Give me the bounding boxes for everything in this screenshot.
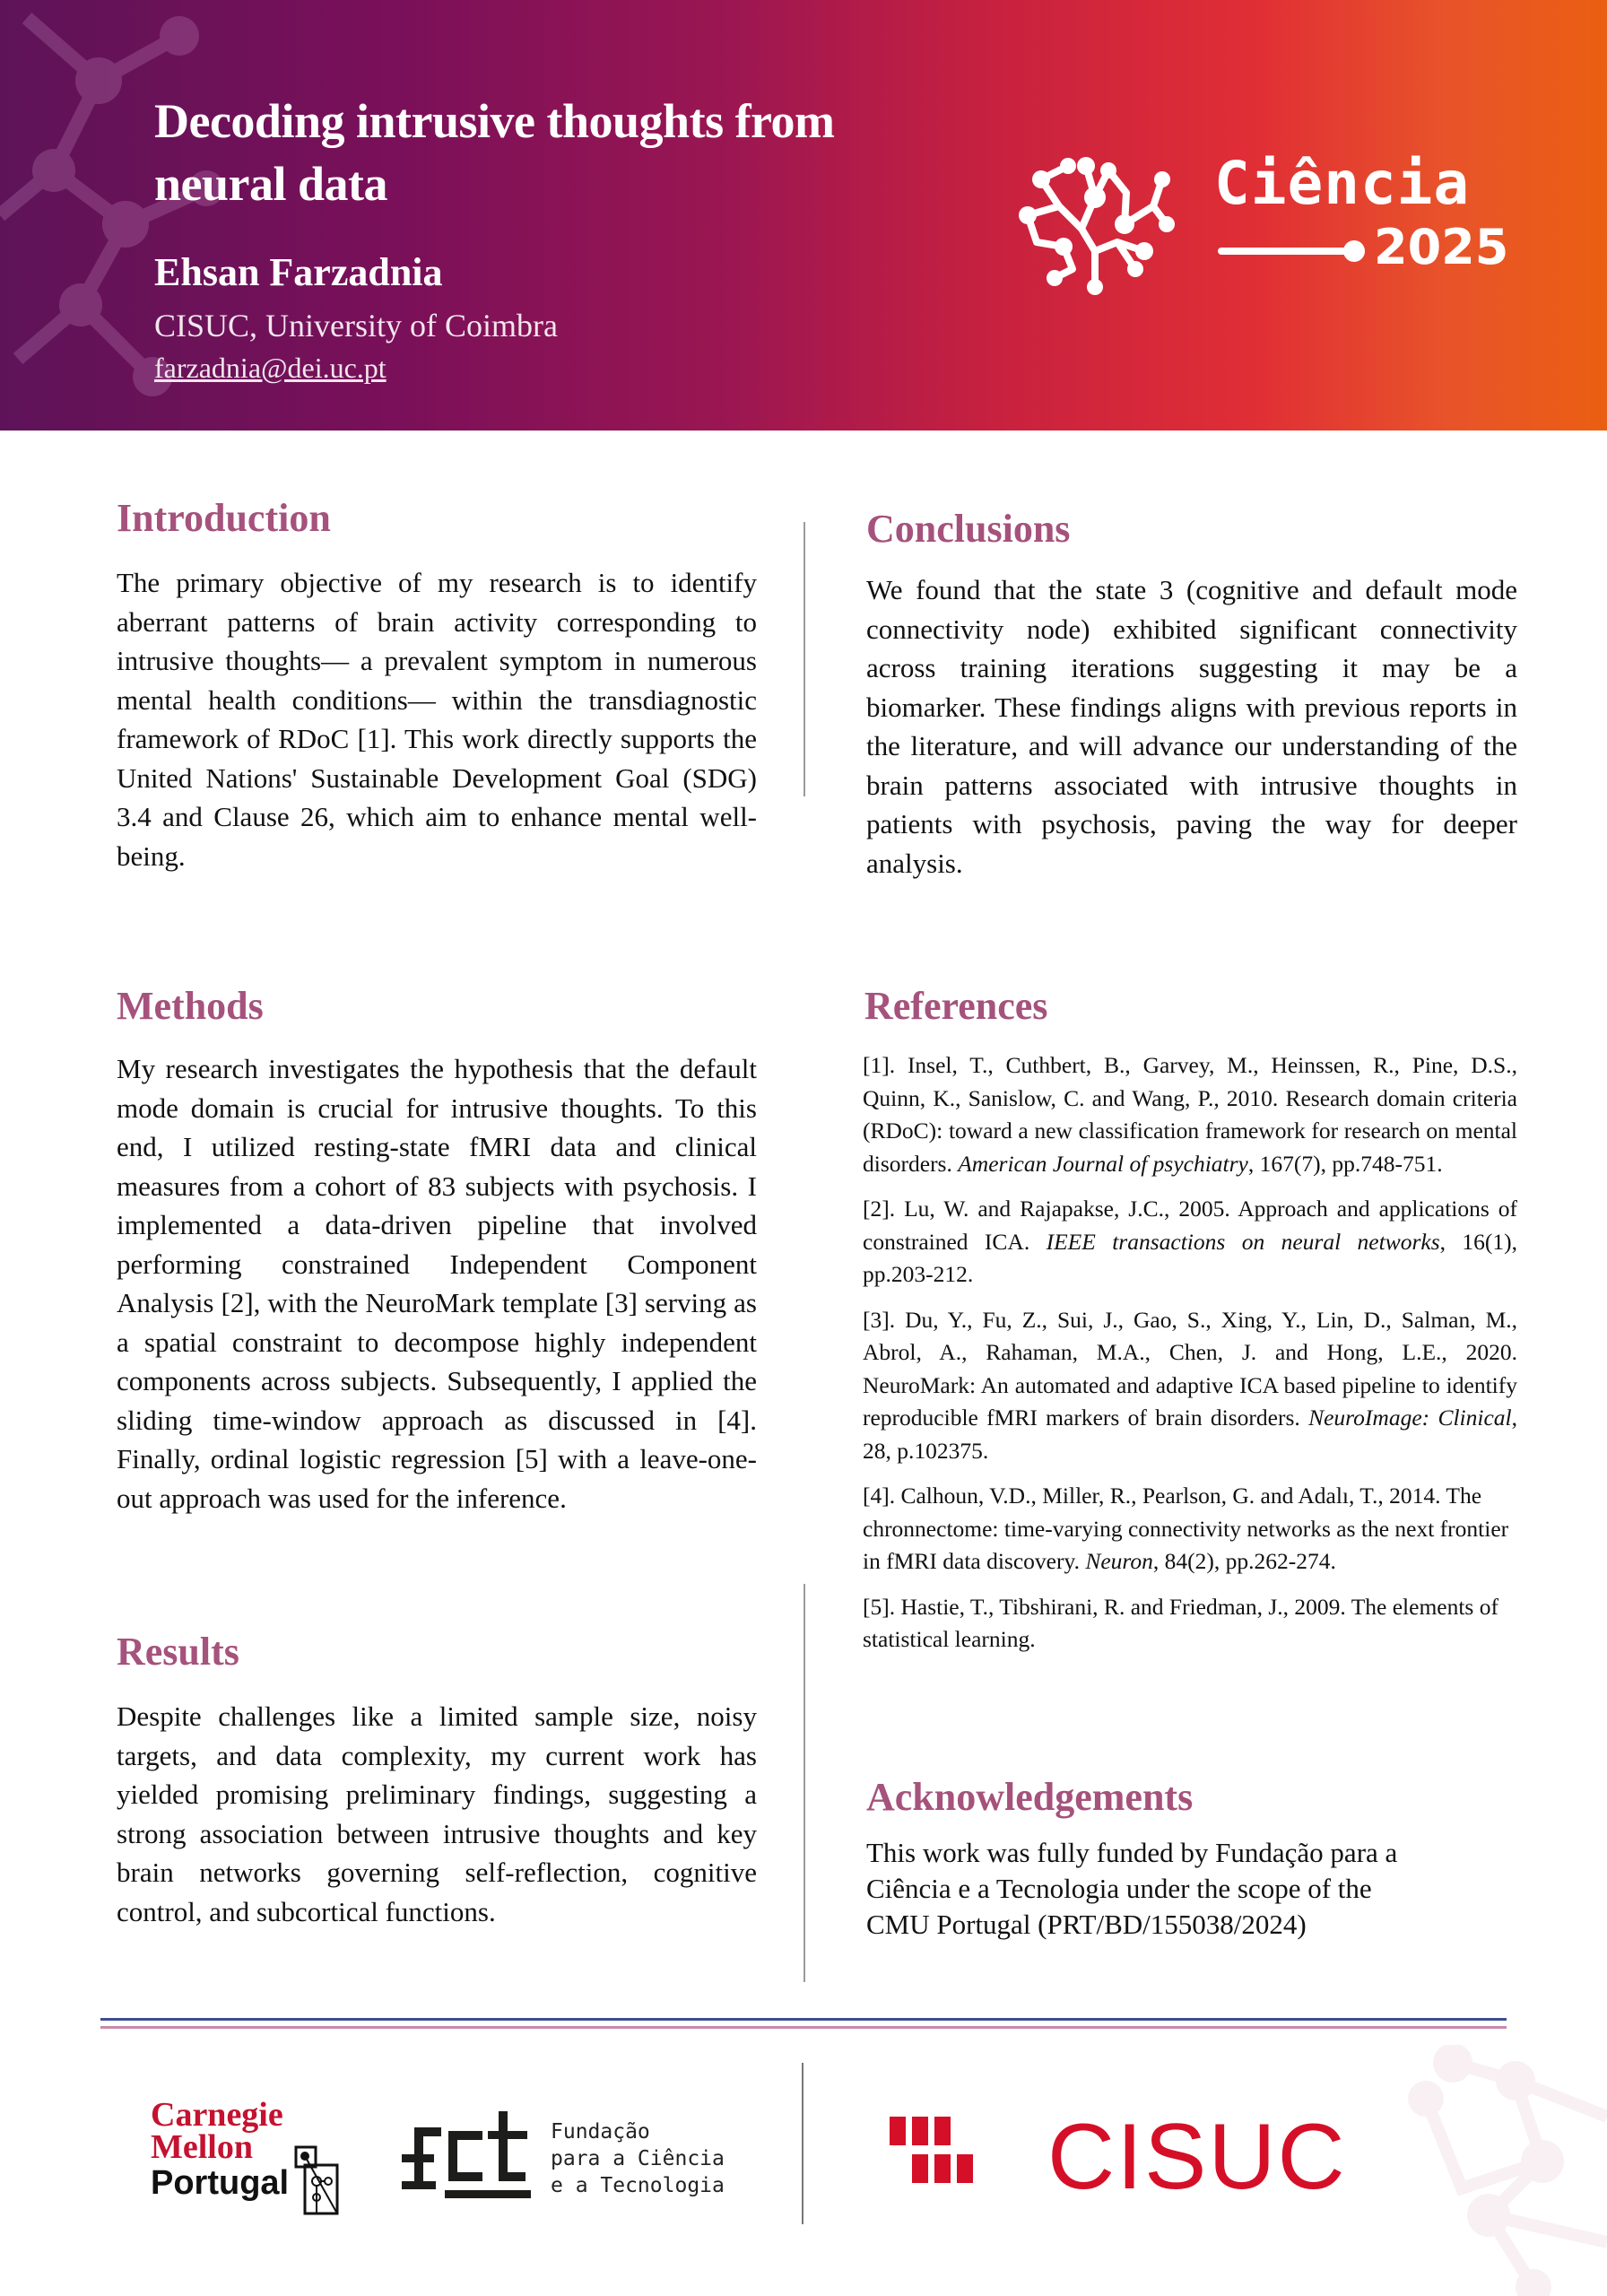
cisuc-square xyxy=(934,2117,951,2145)
cisuc-logo-word: CISUC xyxy=(1047,2105,1347,2209)
introduction-heading: Introduction xyxy=(117,496,331,540)
cisuc-square xyxy=(912,2154,928,2183)
logo-timeline-line xyxy=(1218,248,1352,255)
cisuc-square xyxy=(934,2154,951,2183)
references-list xyxy=(863,1049,1517,1669)
column-divider-bottom xyxy=(804,1584,805,1982)
reference-journal: Neuron xyxy=(1085,1548,1153,1574)
reference-journal: NeuroImage: Clinical xyxy=(1308,1405,1512,1431)
reference-item-5: [5]. Hastie, T., Tibshirani, R. and Friedman, J., 2009. The elements of statistical learning. xyxy=(863,1593,1498,1652)
brain-network-icon xyxy=(1010,144,1180,305)
footer-rule-blue xyxy=(100,2018,1507,2021)
acknowledgements-heading: Acknowledgements xyxy=(866,1775,1194,1819)
network-decoration-icon xyxy=(1399,2045,1607,2296)
reference-item-2: [2]. Lu, W. and Rajapakse, J.C., 2005. Approach and applications of constrained ICA. IEEE transactions on neural networks, 16(1), pp.203-212. xyxy=(863,1196,1517,1287)
poster-title xyxy=(154,90,961,215)
column-divider-top xyxy=(804,522,805,796)
title-line-1: Decoding intrusive thoughts from xyxy=(154,94,835,148)
logo-timeline-dot xyxy=(1343,240,1365,262)
cisuc-square xyxy=(957,2154,973,2183)
cisuc-square xyxy=(890,2117,906,2145)
ciencia-logo-word: Ciência xyxy=(1214,149,1471,218)
reference-item-4: [4]. Calhoun, V.D., Miller, R., Pearlson, G. and Adalı, T., 2014. The chronnectome: time-varying connectivity networks as the next frontier in fMRI data discovery. Neuron, 84(2), pp.262-274. xyxy=(863,1483,1509,1574)
conclusions-heading: Conclusions xyxy=(866,507,1071,551)
poster-header xyxy=(0,0,1607,430)
ciencia-2025-logo xyxy=(1010,144,1512,305)
fct-logo xyxy=(402,2108,760,2215)
footer-divider xyxy=(802,2063,804,2224)
reference-item-1: [1]. Insel, T., Cuthbert, B., Garvey, M., Heinssen, R., Pine, D.S., Quinn, K., Sanislow, C. and Wang, P., 2010. Research domain criteria (RDoC): toward a new classification framework for research on mental disorders. American Journal of psychiatry, 167(7), pp.748-751. xyxy=(863,1052,1517,1177)
results-body: Despite challenges like a limited sample size, noisy targets, and data complexity, my current work has yielded promising preliminary findings, suggesting a strong association between intrusive thoughts and key brain networks governing self-reflection, cognitive control, and subcortical functions. xyxy=(117,1700,757,1927)
reference-item-3: [3]. Du, Y., Fu, Z., Sui, J., Gao, S., Xing, Y., Lin, D., Salman, M., Abrol, A., Rahaman, M.A., Chen, J. and Hong, L.E., 2020. NeuroMark: An automated and adaptive ICA based pipeline to identify reproducible fMRI markers of brain disorders. NeuroImage: Clinical, 28, p.102375. xyxy=(863,1306,1517,1464)
methods-heading: Methods xyxy=(117,984,264,1028)
reference-journal: IEEE transactions on neural networks xyxy=(1046,1228,1440,1255)
title-line-2: neural data xyxy=(154,157,388,211)
cmu-network-icon xyxy=(294,2145,339,2215)
cmu-portugal-logo: Carnegie Mellon Portugal xyxy=(151,2099,348,2215)
conclusions-body: We found that the state 3 (cognitive and default mode connectivity node) exhibited significant connectivity across training iterations suggesting it may be a biomarker. These findings aligns with previous reports in the literature, and will advance our understanding of the brain patterns associated with intrusive thoughts in patients with psychosis, paving the way for deeper analysis. xyxy=(866,574,1517,879)
introduction-body: The primary objective of my research is to identify aberrant patterns of brain activity corresponding to intrusive thoughts— a prevalent symptom in numerous mental health conditions— within the transdiagnostic framework of RDoC [1]. This work directly supports the United Nations' Sustainable Development Goal (SDG) 3.4 and Clause 26, which aim to enhance mental well-being. xyxy=(117,567,757,872)
footer-rule-pink xyxy=(100,2026,1507,2029)
references-heading: References xyxy=(864,984,1048,1028)
results-heading: Results xyxy=(117,1630,239,1674)
reference-journal: American Journal of psychiatry xyxy=(958,1150,1248,1177)
cisuc-logo xyxy=(890,2105,1392,2209)
methods-body: My research investigates the hypothesis that the default mode domain is crucial for intrusive thoughts. To this end, I utilized resting-state fMRI data and clinical measures from a cohort of 83 subjects with psychosis. I implemented a data-driven pipeline that involved performing constrained Independent Component Analysis [2], with the NeuroMark template [3] serving as a spatial constraint to decompose highly independent components across subjects. Subsequently, I applied the sliding time-window approach as discussed in [4]. Finally, ordinal logistic regression [5] with a leave-one-out approach was used for the inference. xyxy=(117,1053,757,1514)
cisuc-square xyxy=(912,2117,928,2145)
author-email-link[interactable]: farzadnia@dei.uc.pt xyxy=(154,352,387,384)
acknowledgements-body: This work was fully funded by Fundação para a Ciência e a Tecnologia under the scope of the CMU Portugal (PRT/BD/155038/2024) xyxy=(866,1837,1398,1940)
fct-text: Fundação para a Ciência e a Tecnologia xyxy=(551,2120,725,2197)
ciencia-logo-year: 2025 xyxy=(1374,219,1509,275)
author-name: Ehsan Farzadnia xyxy=(154,250,443,294)
fct-mark-icon xyxy=(402,2111,534,2201)
author-affiliation: CISUC, University of Coimbra xyxy=(154,308,558,344)
